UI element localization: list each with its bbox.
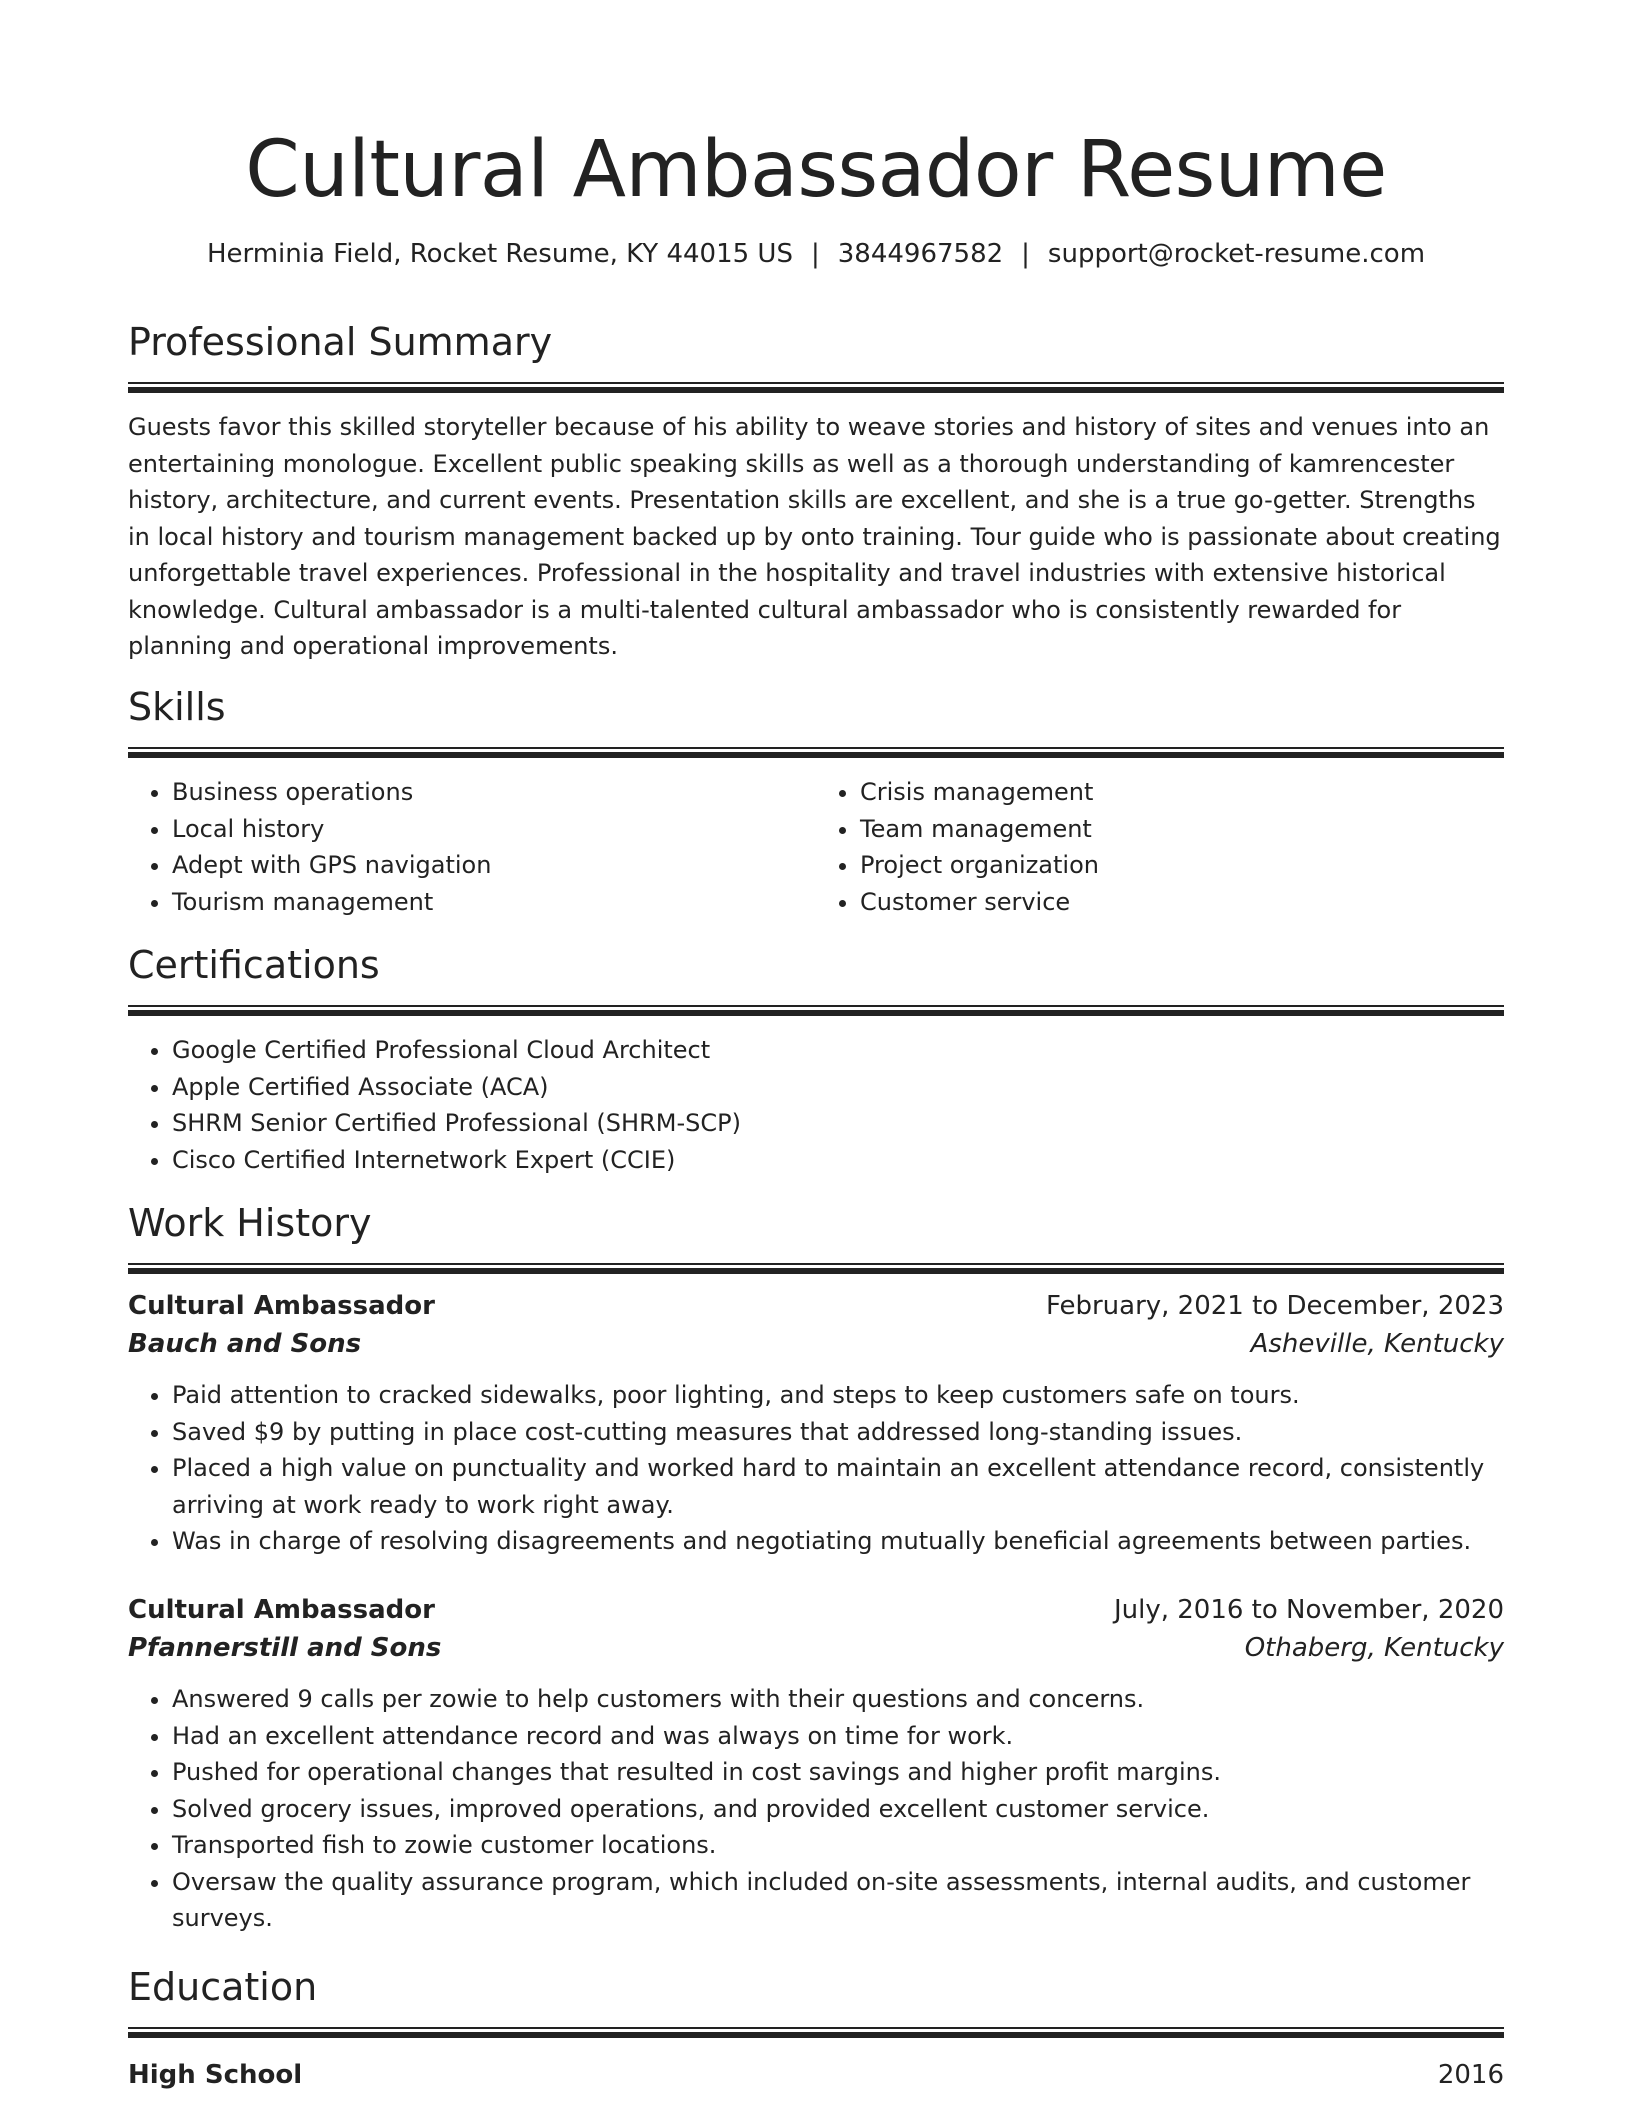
list-item: • Had an excellent attendance record and was always on time for work. xyxy=(172,1718,1504,1755)
list-item: • Tourism management xyxy=(172,884,816,921)
job-header xyxy=(128,1287,1504,1325)
contact-line xyxy=(128,236,1504,272)
list-item: • Customer service xyxy=(860,884,1504,921)
job-location: Asheville, Kentucky xyxy=(1250,1329,1504,1359)
contact-email: support@rocket-resume.com xyxy=(1047,239,1426,269)
job-location: Othaberg, Kentucky xyxy=(1244,1633,1504,1663)
work-history-section xyxy=(128,1199,1504,1274)
education-year: 2016 xyxy=(1437,2060,1504,2090)
list-item: • Apple Certified Associate (ACA) xyxy=(172,1069,1504,1106)
list-item: • Transported fish to zowie customer locations. xyxy=(172,1827,1504,1864)
education-section xyxy=(128,1963,1504,2094)
skills-heading: Skills xyxy=(128,685,226,729)
education-degree: High School xyxy=(128,2060,303,2090)
job-bullets xyxy=(128,1681,1504,1937)
list-item: • Project organization xyxy=(860,847,1504,884)
list-item: • Business operations xyxy=(172,774,816,811)
list-item: • SHRM Senior Certified Professional (SHRM-SCP) xyxy=(172,1105,1504,1142)
list-item: • Paid attention to cracked sidewalks, poor lighting, and steps to keep customers safe on tours. xyxy=(172,1377,1504,1414)
list-item: • Adept with GPS navigation xyxy=(172,847,816,884)
certifications-list xyxy=(128,1032,1504,1178)
education-entry xyxy=(128,2056,1504,2094)
job-title: Cultural Ambassador xyxy=(128,1291,435,1321)
certifications-section xyxy=(128,941,1504,1178)
job-dates: July, 2016 to November, 2020 xyxy=(1113,1595,1504,1625)
list-item: • Saved $9 by putting in place cost-cutting measures that addressed long-standing issues. xyxy=(172,1414,1504,1451)
job-entry xyxy=(128,1591,1504,1937)
job-company: Bauch and Sons xyxy=(128,1329,362,1359)
list-item: • Answered 9 calls per zowie to help customers with their questions and concerns. xyxy=(172,1681,1504,1718)
job-header xyxy=(128,1591,1504,1629)
list-item: • Cisco Certified Internetwork Expert (CCIE) xyxy=(172,1142,1504,1179)
job-entry xyxy=(128,1287,1504,1560)
section-divider xyxy=(128,747,1504,758)
list-item: • Solved grocery issues, improved operations, and provided excellent customer service. xyxy=(172,1791,1504,1828)
job-dates: February, 2021 to December, 2023 xyxy=(1045,1291,1504,1321)
job-subheader xyxy=(128,1629,1504,1667)
list-item: • Crisis management xyxy=(860,774,1504,811)
job-subheader xyxy=(128,1325,1504,1363)
resume-title: Cultural Ambassador Resume xyxy=(245,125,1387,215)
skills-list-right xyxy=(816,774,1504,920)
summary-heading: Professional Summary xyxy=(128,320,553,364)
skills-section xyxy=(128,683,1504,920)
summary-text: Guests favor this skilled storyteller because of his ability to weave stories and history of sites and venues into an entertaining monologue. Excellent public speaking skills as well as a thorough understanding of kamrencester history, architecture, and current events. Presentation skills are excellent, and she is a true go-getter. Strengths in local history and tourism management backed up by onto training. Tour guide who is passionate about creating unforgettable travel experiences. Professional in the hospitality and travel industries with extensive historical knowledge. Cultural ambassador is a multi-talented cultural ambassador who is consistently rewarded for planning and operational improvements. xyxy=(128,413,1501,660)
education-heading: Education xyxy=(128,1965,318,2009)
job-title: Cultural Ambassador xyxy=(128,1595,435,1625)
list-item: • Oversaw the quality assurance program, which included on-site assessments, internal audits, and customer surveys. xyxy=(172,1864,1504,1937)
list-item: • Team management xyxy=(860,811,1504,848)
contact-separator: | xyxy=(810,239,820,269)
contact-address: Herminia Field, Rocket Resume, KY 44015 US xyxy=(206,239,793,269)
list-item: • Was in charge of resolving disagreements and negotiating mutually beneficial agreements between parties. xyxy=(172,1523,1504,1560)
certifications-heading: Certifications xyxy=(128,943,380,987)
skills-list-left xyxy=(128,774,816,920)
contact-phone: 3844967582 xyxy=(837,239,1004,269)
section-divider xyxy=(128,382,1504,393)
list-item: • Local history xyxy=(172,811,816,848)
section-divider xyxy=(128,2027,1504,2038)
contact-separator: | xyxy=(1021,239,1030,269)
work-history-heading: Work History xyxy=(128,1201,372,1245)
skills-grid xyxy=(128,774,1504,920)
summary-section xyxy=(128,318,1504,665)
job-bullets xyxy=(128,1377,1504,1560)
section-divider xyxy=(128,1263,1504,1274)
job-company: Pfannerstill and Sons xyxy=(128,1633,442,1663)
section-divider xyxy=(128,1005,1504,1016)
list-item: • Pushed for operational changes that resulted in cost savings and higher profit margins. xyxy=(172,1754,1504,1791)
list-item: • Placed a high value on punctuality and worked hard to maintain an excellent attendance record, consistently arriving at work ready to work right away. xyxy=(172,1450,1504,1523)
list-item: • Google Certified Professional Cloud Architect xyxy=(172,1032,1504,1069)
